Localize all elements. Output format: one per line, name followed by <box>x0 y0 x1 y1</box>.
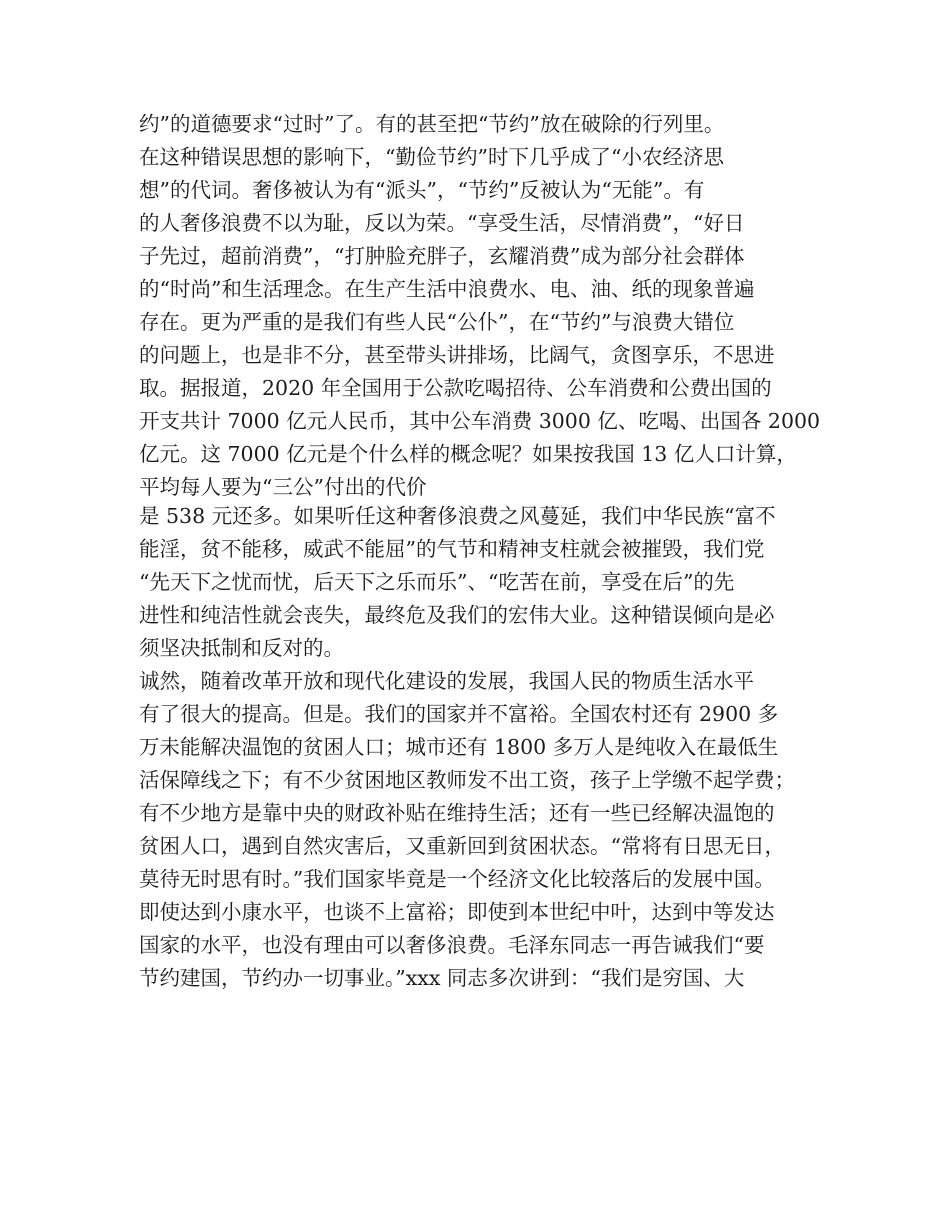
text-line: 有了很大的提高。但是。我们的国家并不富裕。全国农村还有 2900 多 <box>139 702 779 726</box>
text-line: 开支共计 7000 亿元人民币，其中公车消费 3000 亿、吃喝、出国各 2000 <box>139 409 821 433</box>
text-line: 诚然，随着改革开放和现代化建设的发展，我国人民的物质生活水平 <box>139 669 754 693</box>
text-line: 取。据报道，2020 年全国用于公款吃喝招待、公车消费和公费出国的 <box>139 376 772 400</box>
text-line: 贫困人口，遇到自然灾害后，又重新回到贫困状态。“常将有日思无日， <box>139 834 785 858</box>
body-text <box>139 108 829 995</box>
text-line: 平均每人要为“三公”付出的代价 <box>139 475 427 499</box>
text-line: 须坚决抵制和反对的。 <box>139 636 344 660</box>
text-line: “先天下之忧而忧，后天下之乐而乐”、“吃苦在前，享受在后”的先 <box>139 570 735 594</box>
text-line: 子先过，超前消费”，“打肿脸充胖子，玄耀消费”成为部分社会群体 <box>139 244 745 268</box>
text-line: 万未能解决温饱的贫困人口；城市还有 1800 多万人是纯收入在最低生 <box>139 735 779 759</box>
text-line: 活保障线之下；有不少贫困地区教师发不出工资，孩子上学缴不起学费； <box>139 768 795 792</box>
text-line: 是 538 元还多。如果听任这种奢侈浪费之风蔓延，我们中华民族“富不 <box>139 504 776 528</box>
text-line: 想”的代词。奢侈被认为有“派头”，“节约”反被认为“无能”。有 <box>139 178 705 202</box>
text-line: 的“时尚”和生活理念。在生产生活中浪费水、电、油、纸的现象普遍 <box>139 277 755 301</box>
text-line: 能淫，贫不能移，威武不能屈”的气节和精神支柱就会被摧毁，我们党 <box>139 537 765 561</box>
text-line: 莫待无时思有时。”我们国家毕竟是一个经济文化比较落后的发展中国。 <box>139 867 775 891</box>
text-line: 亿元。这 7000 亿元是个什么样的概念呢？如果按我国 13 亿人口计算， <box>139 442 797 466</box>
text-line: 有不少地方是靠中央的财政补贴在维持生活；还有一些已经解决温饱的 <box>139 801 775 825</box>
text-line: 的问题上，也是非不分，甚至带头讲排场，比阔气，贪图享乐，不思进 <box>139 343 775 367</box>
text-line: 即使达到小康水平，也谈不上富裕；即使到本世纪中叶，达到中等发达 <box>139 900 775 924</box>
text-line: 存在。更为严重的是我们有些人民“公仆”，在“节约”与浪费大错位 <box>139 310 735 334</box>
text-line: 进性和纯洁性就会丧失，最终危及我们的宏伟大业。这种错误倾向是必 <box>139 603 775 627</box>
text-line: 的人奢侈浪费不以为耻，反以为荣。“享受生活，尽情消费”，“好日 <box>139 211 745 235</box>
text-line: 节约建国，节约办一切事业。”xxx 同志多次讲到：“我们是穷国、大 <box>139 966 745 990</box>
text-line: 在这种错误思想的影响下，“勤俭节约”时下几乎成了“小农经济思 <box>139 145 724 169</box>
text-line: 约”的道德要求“过时”了。有的甚至把“节约”放在破除的行列里。 <box>139 112 725 136</box>
text-line: 国家的水平，也没有理由可以奢侈浪费。毛泽东同志一再告诫我们“要 <box>139 933 765 957</box>
